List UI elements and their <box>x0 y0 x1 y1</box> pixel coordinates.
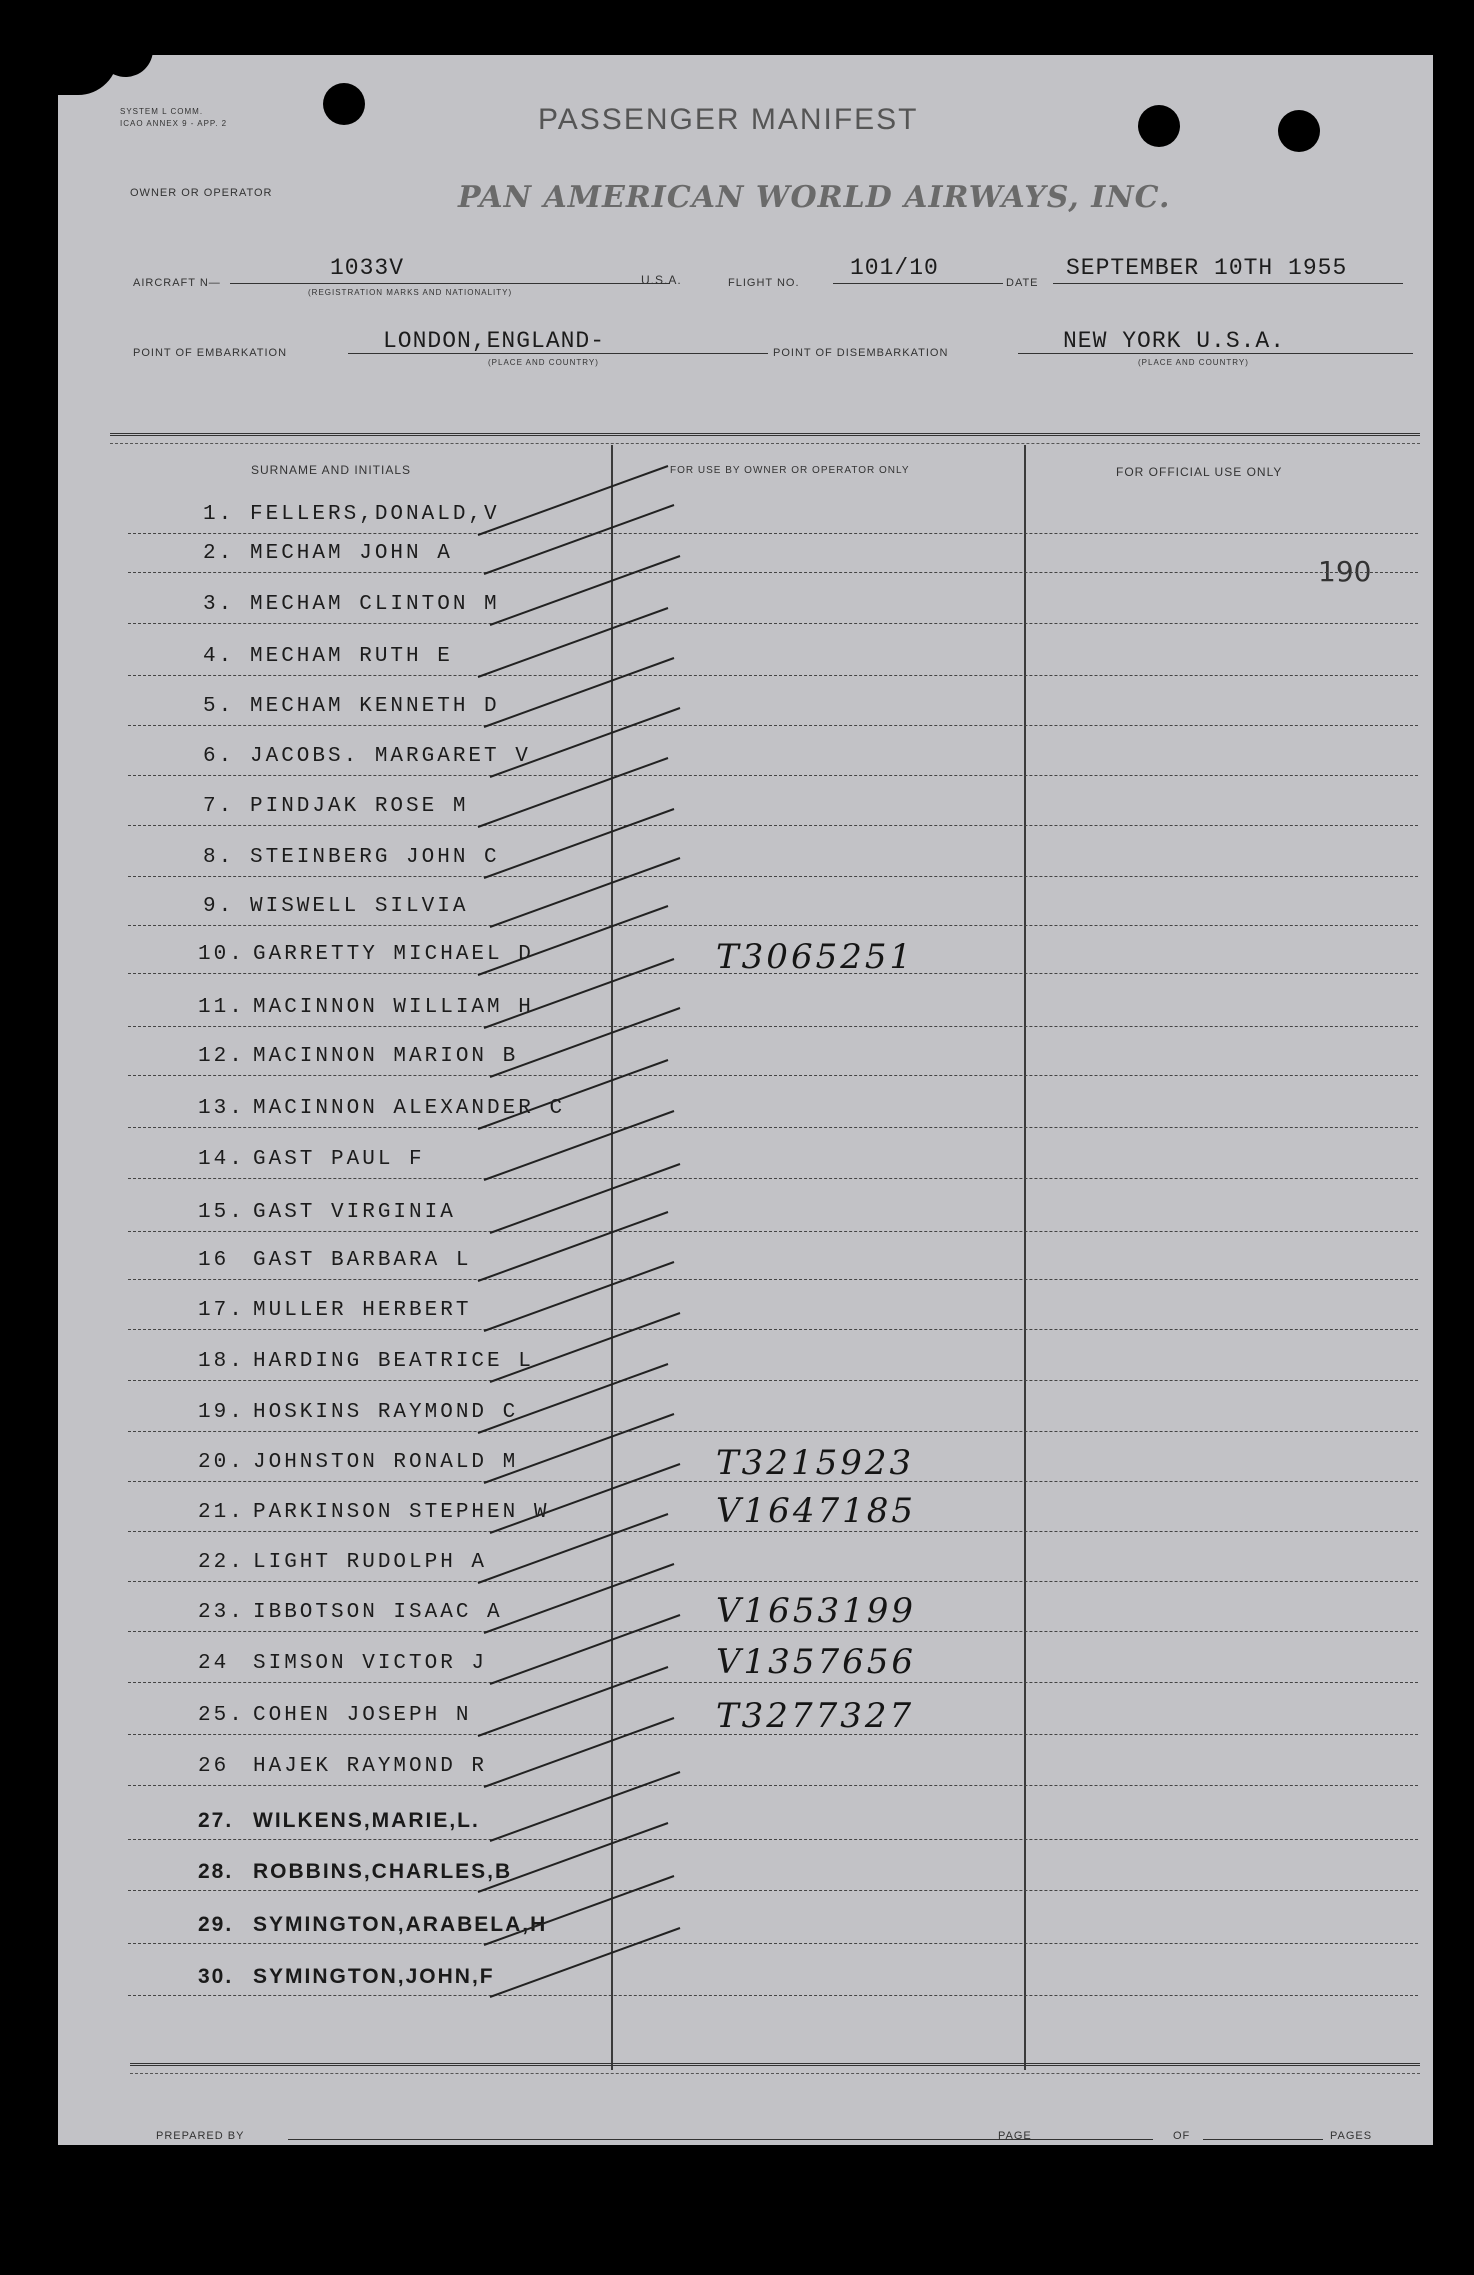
passenger-name: GARRETTY MICHAEL D <box>253 943 534 966</box>
check-stroke <box>490 1928 680 1997</box>
passport-number: T3215923 <box>716 1443 915 1483</box>
row-number: 29. <box>198 1913 234 1936</box>
row-number: 20. <box>198 1451 245 1474</box>
row-number: 23. <box>198 1601 245 1624</box>
prepared-underline <box>288 2139 1058 2140</box>
passenger-name: MACINNON MARION B <box>253 1045 519 1068</box>
date-label: DATE <box>1006 277 1039 289</box>
passenger-name: IBBOTSON ISAAC A <box>253 1601 503 1624</box>
passenger-name: SYMINGTON,JOHN,F <box>253 1965 495 1988</box>
check-stroke <box>484 1564 674 1633</box>
owner-label: OWNER OR OPERATOR <box>130 187 273 199</box>
passenger-name: MECHAM JOHN A <box>250 542 453 565</box>
page-title: PASSENGER MANIFEST <box>538 103 919 136</box>
row-number: 30. <box>198 1965 234 1988</box>
check-stroke <box>478 1514 668 1583</box>
column-header-owner: FOR USE BY OWNER OR OPERATOR ONLY <box>670 465 910 476</box>
check-stroke <box>478 466 668 535</box>
passenger-name: COHEN JOSEPH N <box>253 1704 472 1727</box>
table-bottom-rule-2 <box>130 2073 1420 2074</box>
passport-number: V1647185 <box>716 1491 916 1531</box>
of-underline <box>1203 2139 1323 2140</box>
check-stroke <box>484 1718 674 1787</box>
row-number: 19. <box>198 1401 245 1424</box>
check-stroke <box>484 1111 674 1180</box>
check-stroke <box>478 1364 668 1433</box>
passenger-name: HAJEK RAYMOND R <box>253 1755 488 1778</box>
pages-label: PAGES <box>1330 2130 1373 2142</box>
row-number: 7. <box>203 795 235 818</box>
row-number: 11. <box>198 996 245 1019</box>
passenger-name: SYMINGTON,ARABELA,H <box>253 1913 548 1936</box>
embark-caption: (PLACE AND COUNTRY) <box>488 358 599 367</box>
passenger-name: JACOBS. MARGARET V <box>250 745 531 768</box>
row-number: 9. <box>203 895 235 918</box>
flight-label: FLIGHT NO. <box>728 277 800 289</box>
passenger-name: PINDJAK ROSE M <box>250 795 469 818</box>
row-number: 4. <box>203 645 235 668</box>
row-number: 17. <box>198 1299 245 1322</box>
check-stroke <box>490 1772 680 1841</box>
date-value: SEPTEMBER 10TH 1955 <box>1066 255 1348 281</box>
row-number: 15. <box>198 1201 245 1224</box>
stamp-line-1: SYSTEM L COMM. <box>120 107 204 116</box>
disembark-caption: (PLACE AND COUNTRY) <box>1138 358 1249 367</box>
passport-number: T3065251 <box>716 937 915 977</box>
row-number: 1. <box>203 503 235 526</box>
passenger-name: WILKENS,MARIE,L. <box>253 1809 480 1832</box>
row-number: 8. <box>203 846 235 869</box>
row-number: 21. <box>198 1501 245 1524</box>
row-number: 27. <box>198 1809 234 1832</box>
flight-value: 101/10 <box>850 255 939 281</box>
check-stroke <box>484 505 674 574</box>
row-number: 5. <box>203 695 235 718</box>
passport-number: V1357656 <box>716 1642 916 1682</box>
passenger-name: MECHAM RUTH E <box>250 645 453 668</box>
check-stroke <box>478 1212 668 1281</box>
aircraft-caption: (REGISTRATION MARKS AND NATIONALITY) <box>308 288 513 297</box>
page-label: PAGE <box>998 2130 1032 2142</box>
passenger-name: HARDING BEATRICE L <box>253 1350 534 1373</box>
passenger-name: MACINNON ALEXANDER C <box>253 1097 566 1120</box>
passenger-name: GAST PAUL F <box>253 1148 425 1171</box>
passenger-name: MACINNON WILLIAM H <box>253 996 534 1019</box>
check-stroke <box>484 1414 674 1483</box>
check-stroke <box>490 708 680 777</box>
passenger-name: FELLERS,DONALD,V <box>250 503 500 526</box>
check-stroke <box>484 658 674 727</box>
passenger-name: MECHAM KENNETH D <box>250 695 500 718</box>
owner-value: PAN AMERICAN WORLD AIRWAYS, INC. <box>458 180 1171 215</box>
passport-number: V1653199 <box>716 1591 916 1631</box>
check-stroke <box>490 1164 680 1233</box>
check-stroke <box>484 1262 674 1331</box>
check-stroke <box>478 1823 668 1892</box>
check-stroke <box>478 758 668 827</box>
usa-label: U.S.A. <box>641 273 682 287</box>
check-stroke <box>484 809 674 878</box>
page-underline <box>1043 2139 1153 2140</box>
passenger-name: GAST BARBARA L <box>253 1249 472 1272</box>
embark-value: LONDON,ENGLAND- <box>383 328 606 354</box>
check-stroke <box>490 858 680 927</box>
row-number: 28. <box>198 1860 234 1883</box>
table-bottom-rule <box>130 2063 1420 2066</box>
row-number: 22. <box>198 1551 245 1574</box>
passenger-name: GAST VIRGINIA <box>253 1201 456 1224</box>
column-header-official: FOR OFFICIAL USE ONLY <box>1116 465 1283 479</box>
aircraft-label: AIRCRAFT N— <box>133 277 221 289</box>
passenger-name: MULLER HERBERT <box>253 1299 472 1322</box>
passenger-name: LIGHT RUDOLPH A <box>253 1551 488 1574</box>
row-number: 6. <box>203 745 235 768</box>
row-number: 18. <box>198 1350 245 1373</box>
check-stroke <box>490 1313 680 1382</box>
aircraft-value: 1033V <box>330 255 405 281</box>
manifest-page <box>58 55 1433 2145</box>
passenger-name: ROBBINS,CHARLES,B <box>253 1860 513 1883</box>
check-stroke <box>490 1464 680 1533</box>
row-number: 24 <box>198 1652 230 1675</box>
passenger-name: MECHAM CLINTON M <box>250 593 500 616</box>
passenger-name: WISWELL SILVIA <box>250 895 469 918</box>
disembark-label: POINT OF DISEMBARKATION <box>773 347 949 359</box>
passenger-name: STEINBERG JOHN C <box>250 846 500 869</box>
of-label: OF <box>1173 2130 1191 2142</box>
passenger-name: JOHNSTON RONALD M <box>253 1451 519 1474</box>
check-stroke <box>484 959 674 1028</box>
embark-label: POINT OF EMBARKATION <box>133 347 288 359</box>
row-number: 12. <box>198 1045 245 1068</box>
prepared-label: PREPARED BY <box>156 2130 245 2142</box>
row-number: 26 <box>198 1755 230 1778</box>
check-marks-layer <box>58 55 1433 2145</box>
row-number: 13. <box>198 1097 245 1120</box>
row-number: 3. <box>203 593 235 616</box>
column-header-names: SURNAME AND INITIALS <box>251 463 412 477</box>
row-number: 16 <box>198 1249 230 1272</box>
row-number: 14. <box>198 1148 245 1171</box>
passenger-name: HOSKINS RAYMOND C <box>253 1401 519 1424</box>
check-stroke <box>478 906 668 975</box>
check-stroke <box>484 1876 674 1945</box>
passport-number: T3277327 <box>716 1696 915 1736</box>
row-number: 10. <box>198 943 245 966</box>
passenger-name: PARKINSON STEPHEN W <box>253 1501 550 1524</box>
row-number: 2. <box>203 542 235 565</box>
disembark-value: NEW YORK U.S.A. <box>1063 328 1286 354</box>
passenger-name: SIMSON VICTOR J <box>253 1652 488 1675</box>
stamp-line-2: ICAO ANNEX 9 - APP. 2 <box>120 119 228 128</box>
row-number: 25. <box>198 1704 245 1727</box>
official-note: 190 <box>1318 555 1372 588</box>
